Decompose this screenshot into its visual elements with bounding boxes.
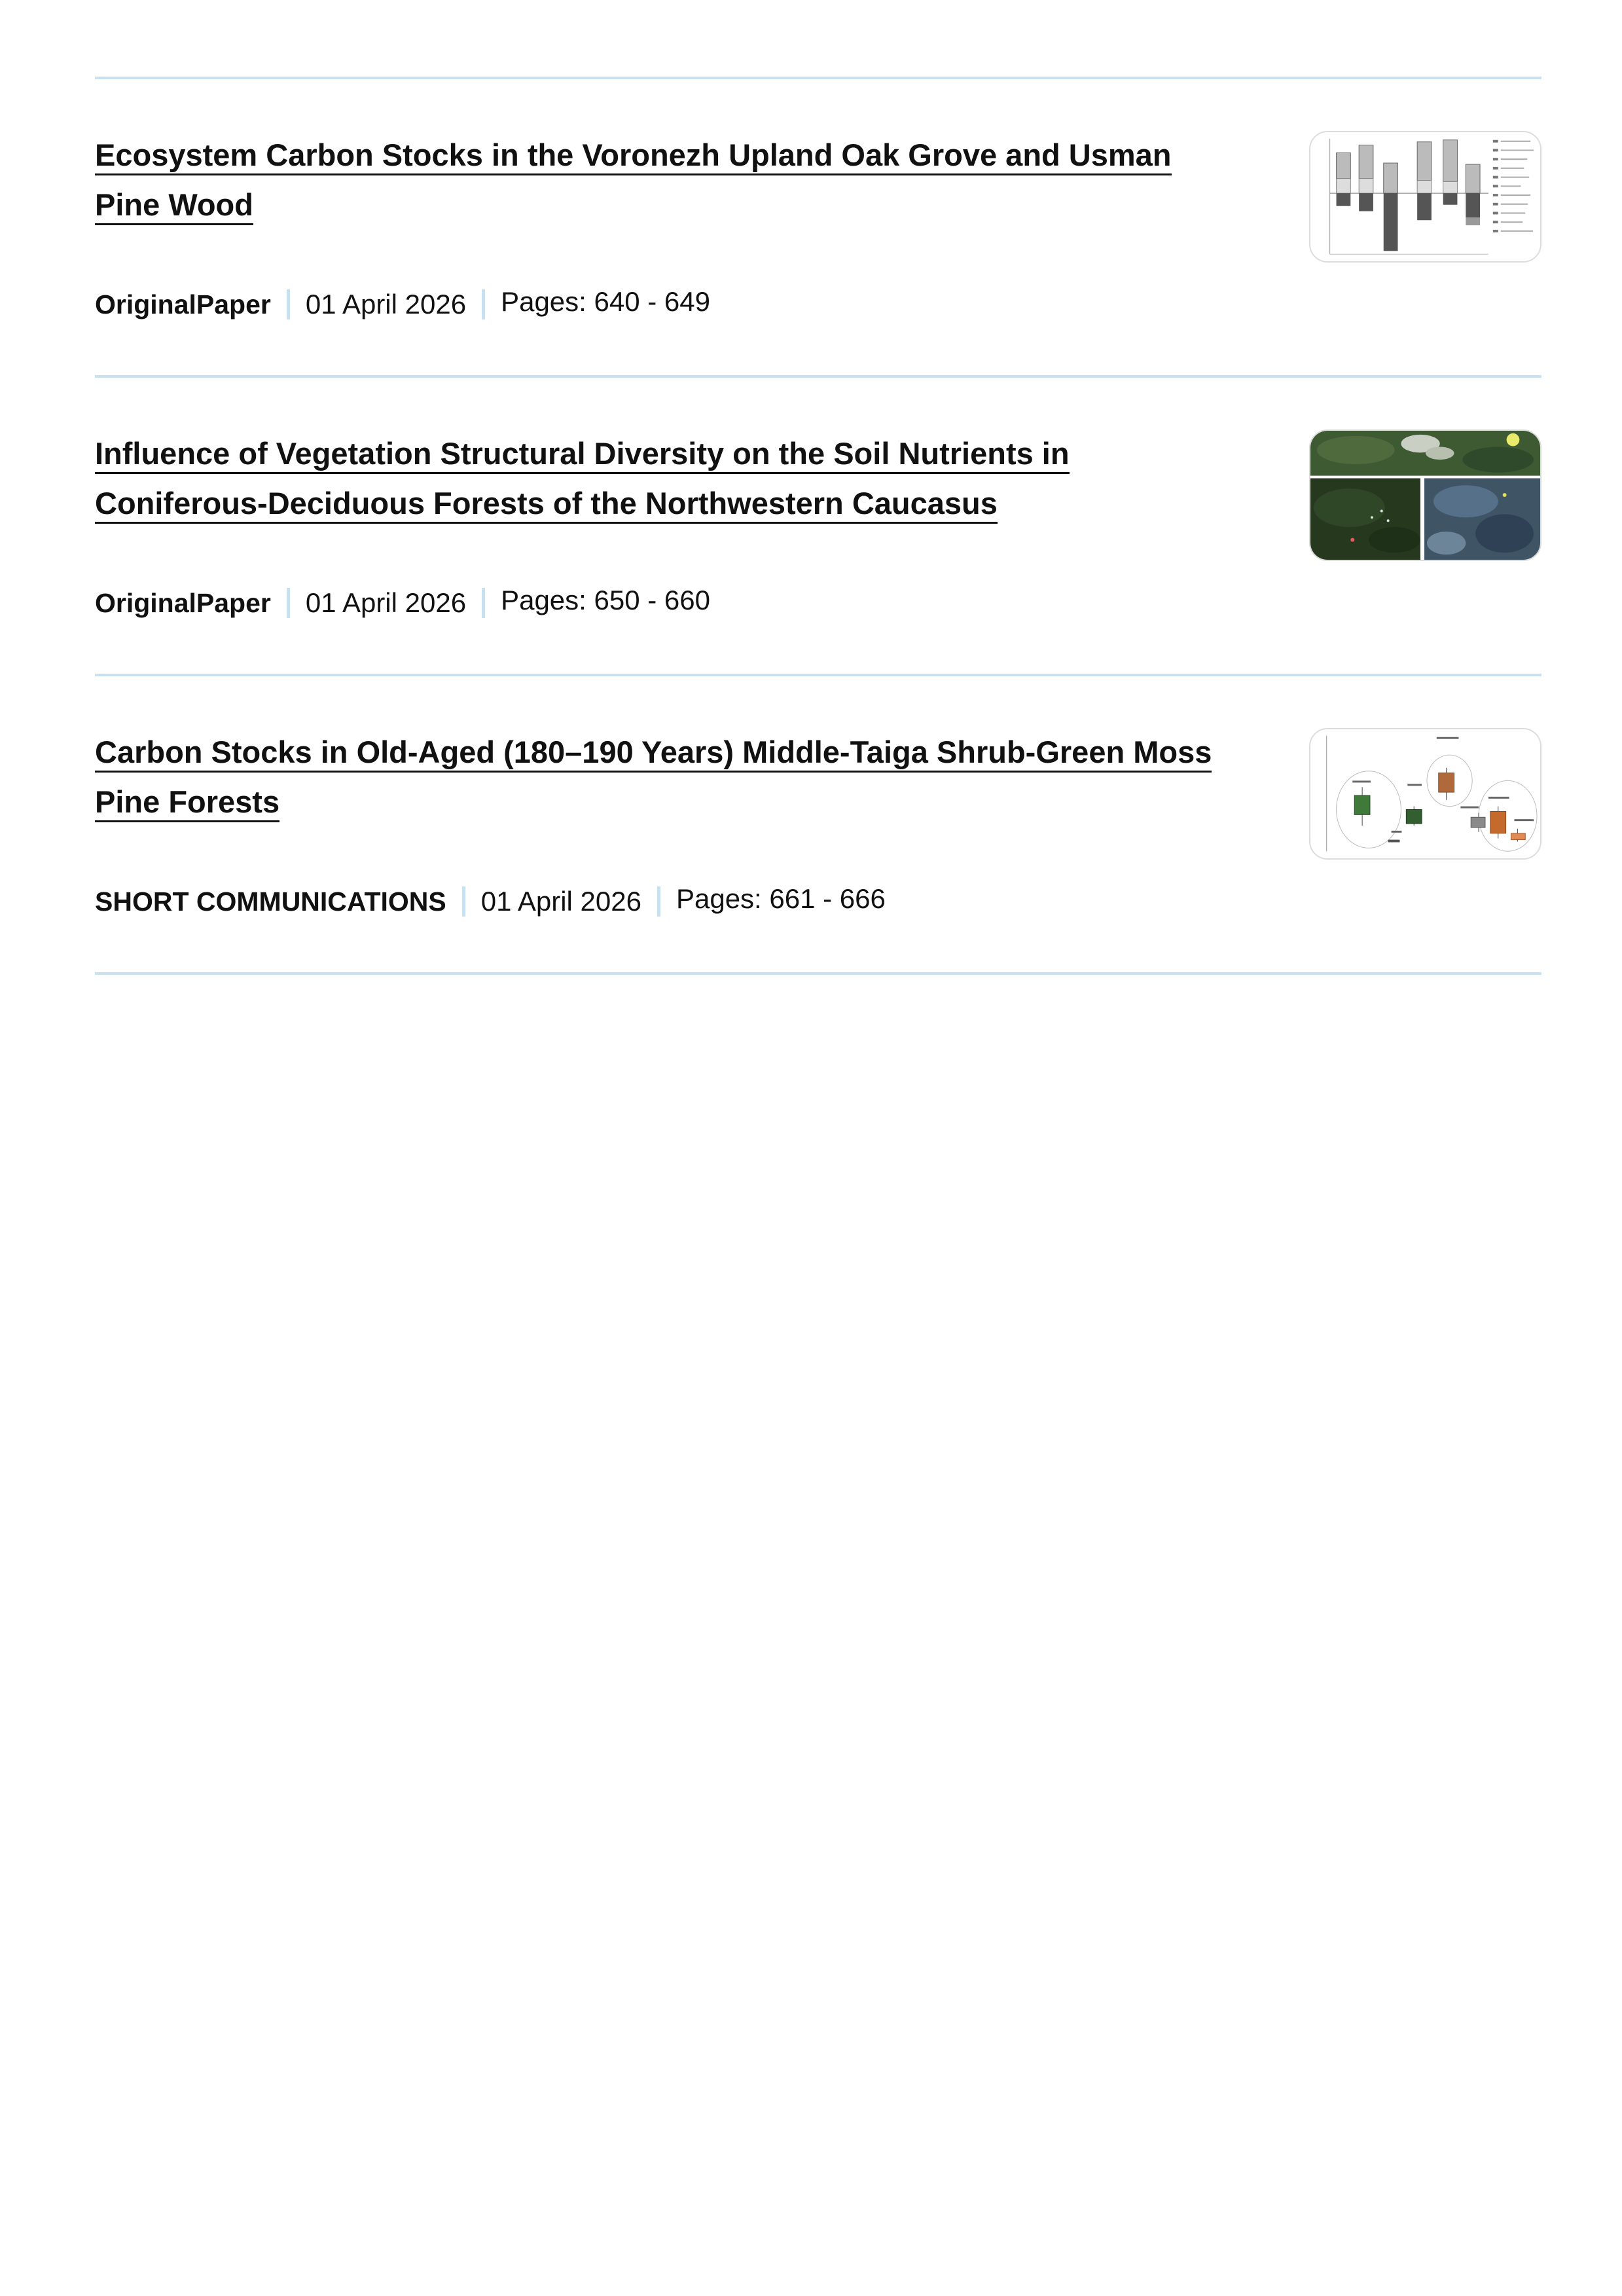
page-range: Pages: 661 - 666 bbox=[676, 883, 886, 914]
meta-separator bbox=[482, 588, 485, 618]
publication-date: 01 April 2026 bbox=[305, 587, 467, 618]
meta-separator bbox=[287, 289, 290, 319]
article-thumbnail-chart[interactable] bbox=[1309, 131, 1541, 263]
article-title-link[interactable]: Ecosystem Carbon Stocks in the Voronezh Upland Oak Grove and Usman Pine Wood bbox=[95, 137, 1172, 225]
article-title bbox=[95, 130, 1221, 230]
divider bbox=[95, 972, 1541, 975]
stacked-bar-chart-figure bbox=[1310, 132, 1540, 261]
article-type: SHORT COMMUNICATIONS bbox=[95, 886, 446, 917]
publication-date: 01 April 2026 bbox=[480, 886, 641, 917]
meta-separator bbox=[657, 886, 660, 917]
publication-date: 01 April 2026 bbox=[305, 289, 467, 319]
article-title-link[interactable]: Carbon Stocks in Old-Aged (180–190 Years) Middle-Taiga Shrub-Green Moss Pine Forests bbox=[95, 735, 1212, 822]
meta-separator bbox=[287, 588, 290, 618]
box-plot-figure bbox=[1310, 729, 1540, 858]
article-item bbox=[95, 676, 1541, 972]
page-range: Pages: 640 - 649 bbox=[501, 286, 710, 317]
article-title bbox=[95, 727, 1221, 827]
article-item bbox=[95, 378, 1541, 674]
article-thumbnail-map[interactable] bbox=[1309, 429, 1541, 561]
article-title bbox=[95, 429, 1221, 528]
article-thumbnail-boxplot[interactable] bbox=[1309, 728, 1541, 860]
page-range: Pages: 650 - 660 bbox=[501, 585, 710, 615]
article-meta bbox=[95, 287, 710, 321]
meta-separator bbox=[482, 289, 485, 319]
article-type: OriginalPaper bbox=[95, 588, 271, 618]
article-meta bbox=[95, 586, 710, 620]
article-title-link[interactable]: Influence of Vegetation Structural Diversity on the Soil Nutrients in Coniferous-Deciduous Forests of the Northwestern Caucasus bbox=[95, 436, 1070, 524]
article-meta bbox=[95, 884, 886, 919]
article-item bbox=[95, 79, 1541, 375]
meta-separator bbox=[462, 886, 465, 917]
article-list bbox=[95, 77, 1541, 975]
satellite-map-figure bbox=[1310, 431, 1540, 560]
article-type: OriginalPaper bbox=[95, 289, 271, 319]
